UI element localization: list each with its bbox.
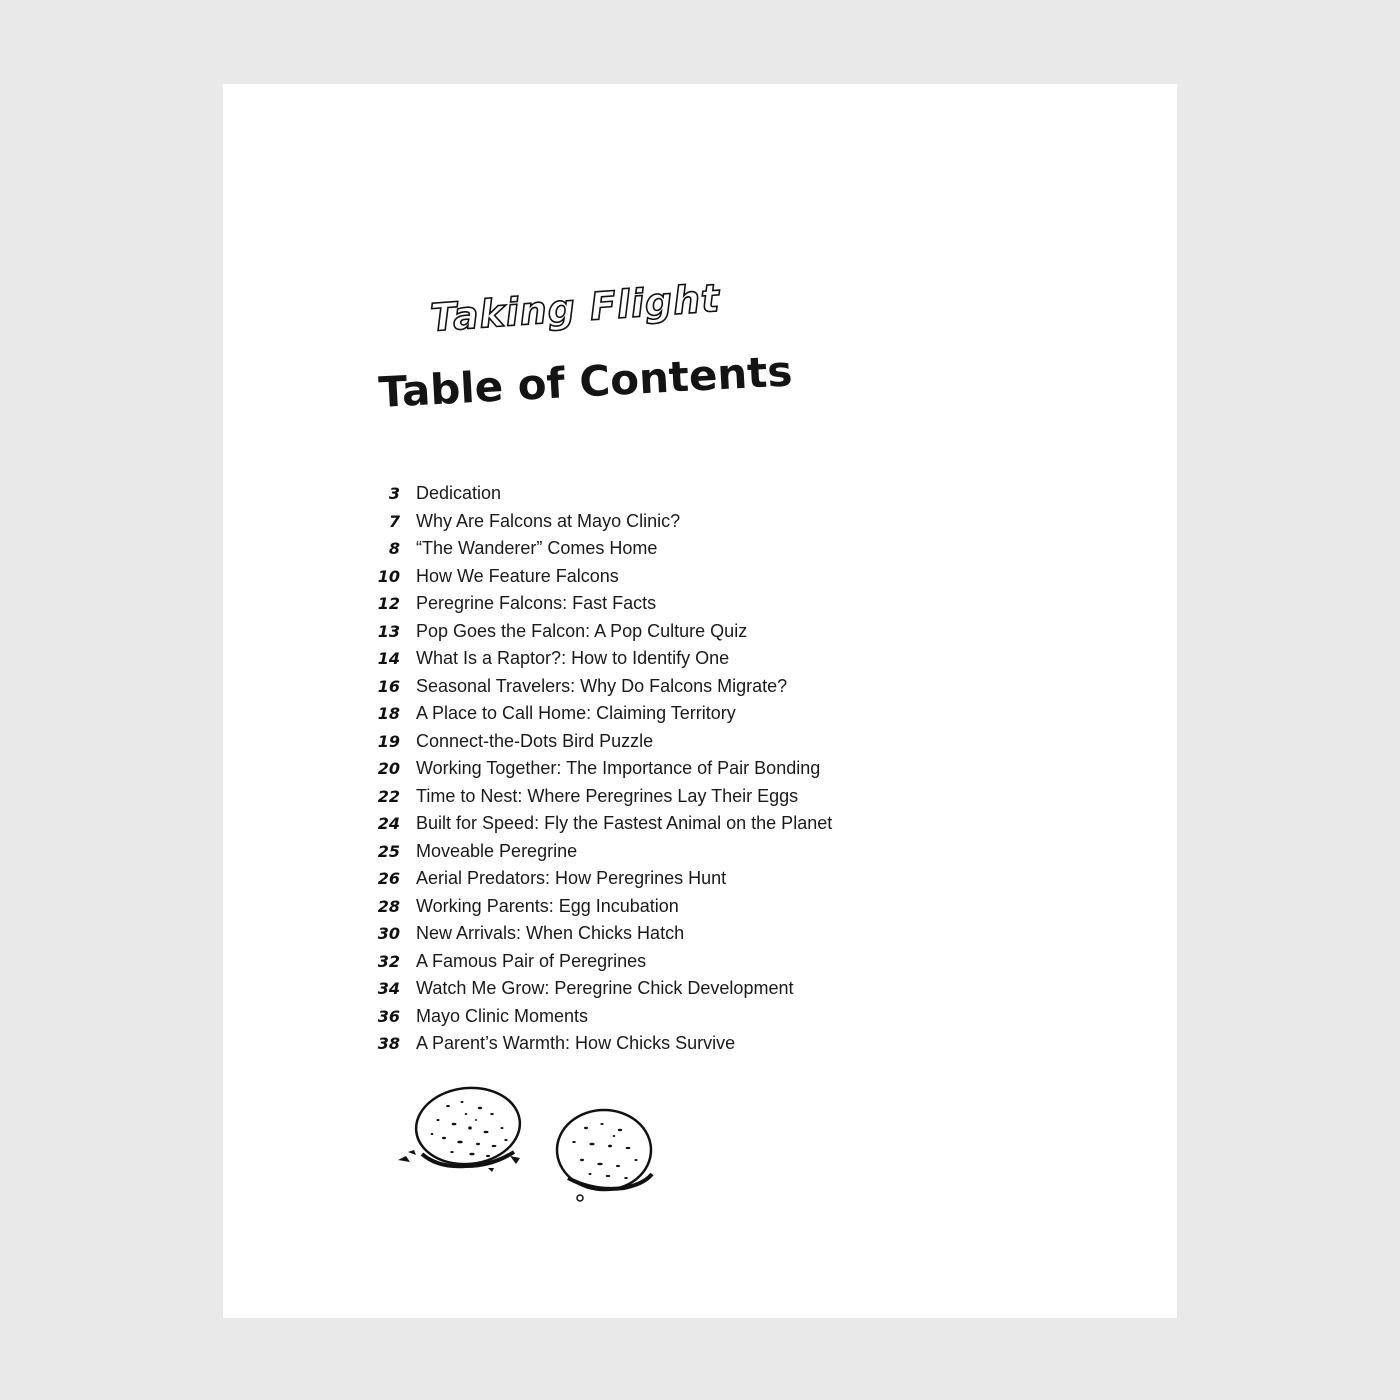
toc-heading: Table of Contents	[377, 346, 794, 417]
toc-entry	[372, 975, 832, 1003]
toc-entry	[372, 535, 832, 563]
toc-entry	[372, 755, 832, 783]
toc-page-number: 3	[388, 484, 400, 504]
toc-entry-title: Peregrine Falcons: Fast Facts	[416, 593, 657, 614]
toc-entry-title: Working Together: The Importance of Pair Bonding	[416, 758, 821, 779]
toc-entry-title: What Is a Raptor?: How to Identify One	[416, 648, 730, 669]
toc-entry-title: Dedication	[416, 483, 502, 504]
toc-entry-title: Watch Me Grow: Peregrine Chick Development	[416, 978, 794, 999]
toc-entry	[372, 783, 832, 811]
toc-entry	[372, 838, 832, 866]
right-egg-icon	[557, 1110, 652, 1201]
toc-page-number: 24	[377, 814, 400, 834]
toc-page-number: 34	[377, 979, 400, 999]
toc-page-number: 22	[377, 786, 400, 806]
book-title: Taking Flight	[428, 275, 722, 340]
toc-entry	[372, 893, 832, 921]
toc-entry-title: A Place to Call Home: Claiming Territory	[416, 703, 736, 724]
toc-page-number: 14	[377, 649, 400, 669]
toc-entry	[372, 590, 832, 618]
toc-entry-title: Built for Speed: Fly the Fastest Animal on the Planet	[416, 813, 833, 834]
toc-page-number: 7	[388, 511, 400, 531]
toc-entry-title: Connect-the-Dots Bird Puzzle	[416, 730, 654, 751]
toc-entry-title: “The Wanderer” Comes Home	[416, 538, 658, 559]
toc-entry-title: Aerial Predators: How Peregrines Hunt	[416, 868, 727, 889]
toc-entry	[372, 480, 832, 508]
speckled-eggs-icon	[388, 1084, 668, 1204]
toc-entry	[372, 920, 832, 948]
toc-page-number: 30	[377, 924, 400, 944]
toc-page-number: 38	[377, 1034, 400, 1054]
toc-entry-title: Why Are Falcons at Mayo Clinic?	[416, 510, 681, 531]
toc-entry-title: Seasonal Travelers: Why Do Falcons Migrate?	[416, 675, 788, 696]
left-egg-icon	[398, 1084, 524, 1172]
toc-entry	[372, 700, 832, 728]
toc-entry-title: Working Parents: Egg Incubation	[416, 895, 679, 916]
toc-entry-title: New Arrivals: When Chicks Hatch	[416, 923, 685, 944]
toc-entry-title: Pop Goes the Falcon: A Pop Culture Quiz	[416, 620, 748, 641]
toc-page-number: 36	[377, 1006, 400, 1026]
toc-entry-title: Moveable Peregrine	[416, 840, 578, 861]
toc-entry-title: A Famous Pair of Peregrines	[416, 950, 647, 971]
toc-entry	[372, 673, 832, 701]
toc-page-number: 10	[377, 566, 400, 586]
toc-page-number: 26	[377, 869, 400, 889]
toc-page-number: 20	[377, 759, 400, 779]
toc-entry	[372, 508, 832, 536]
toc-entry-title: A Parent’s Warmth: How Chicks Survive	[416, 1033, 736, 1054]
toc-page-number: 18	[377, 704, 400, 724]
toc-entry	[372, 728, 832, 756]
toc-page-number: 8	[388, 539, 400, 559]
toc-entry-title: How We Feature Falcons	[416, 565, 619, 586]
toc-page-number: 13	[377, 621, 400, 641]
toc-entry	[372, 1003, 832, 1031]
toc-entry-title: Time to Nest: Where Peregrines Lay Their Eggs	[416, 785, 799, 806]
toc-entry	[372, 865, 832, 893]
toc-entry	[372, 810, 832, 838]
toc-entry	[372, 948, 832, 976]
toc-entry	[372, 1030, 832, 1058]
toc-entry	[372, 645, 832, 673]
toc-page-number: 19	[377, 731, 400, 751]
toc-entry	[372, 618, 832, 646]
toc-page-number: 25	[377, 841, 400, 861]
toc-entry	[372, 563, 832, 591]
toc-entry-title: Mayo Clinic Moments	[416, 1005, 589, 1026]
toc-page-number: 28	[377, 896, 400, 916]
toc-page-number: 32	[377, 951, 400, 971]
toc-list	[372, 480, 832, 1058]
toc-page-number: 12	[377, 594, 400, 614]
toc-page-number: 16	[377, 676, 400, 696]
